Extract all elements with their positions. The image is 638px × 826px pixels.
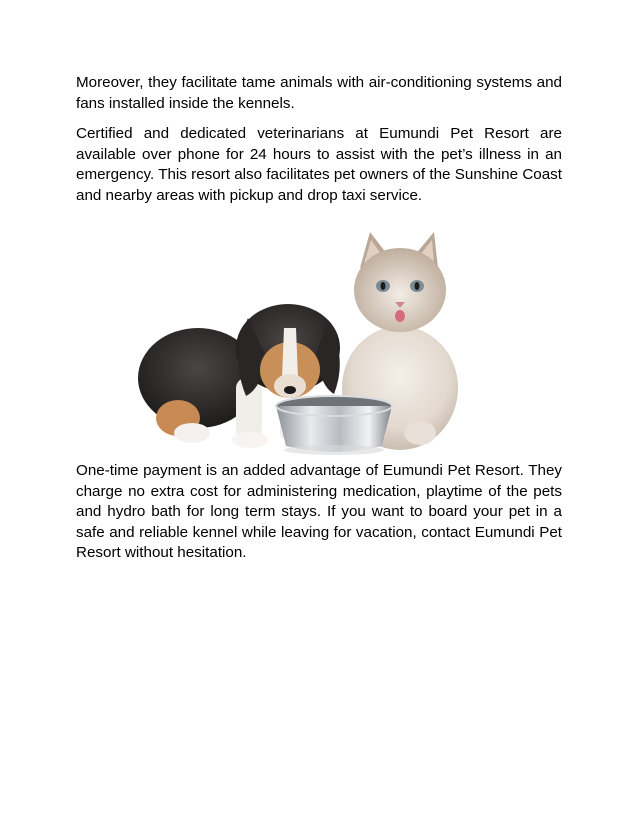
food-bowl	[276, 396, 392, 455]
paragraph-air-conditioning: Moreover, they facilitate tame animals with air-conditioning systems and fans installed inside the kennels.	[76, 74, 562, 112]
paragraph-one-time-payment: One-time payment is an added advantage of Eumundi Pet Resort. They charge no extra cost for administering medication, playtime of the pets and hydro bath for long term stays. If you want to board your pet in a safe and reliable kennel while leaving for vacation, contact Eumundi Pet Resort without hesitation.	[76, 462, 562, 562]
paragraph-veterinarians: Certified and dedicated veterinarians at Eumundi Pet Resort are available over phone for 24 hours to assist with the pet’s illness in an emergency. This resort also facilitates pet owners of the Sunshine Coast and nearby areas with pickup and drop taxi service.	[76, 125, 562, 204]
puppy-kitten-photo	[138, 228, 490, 460]
